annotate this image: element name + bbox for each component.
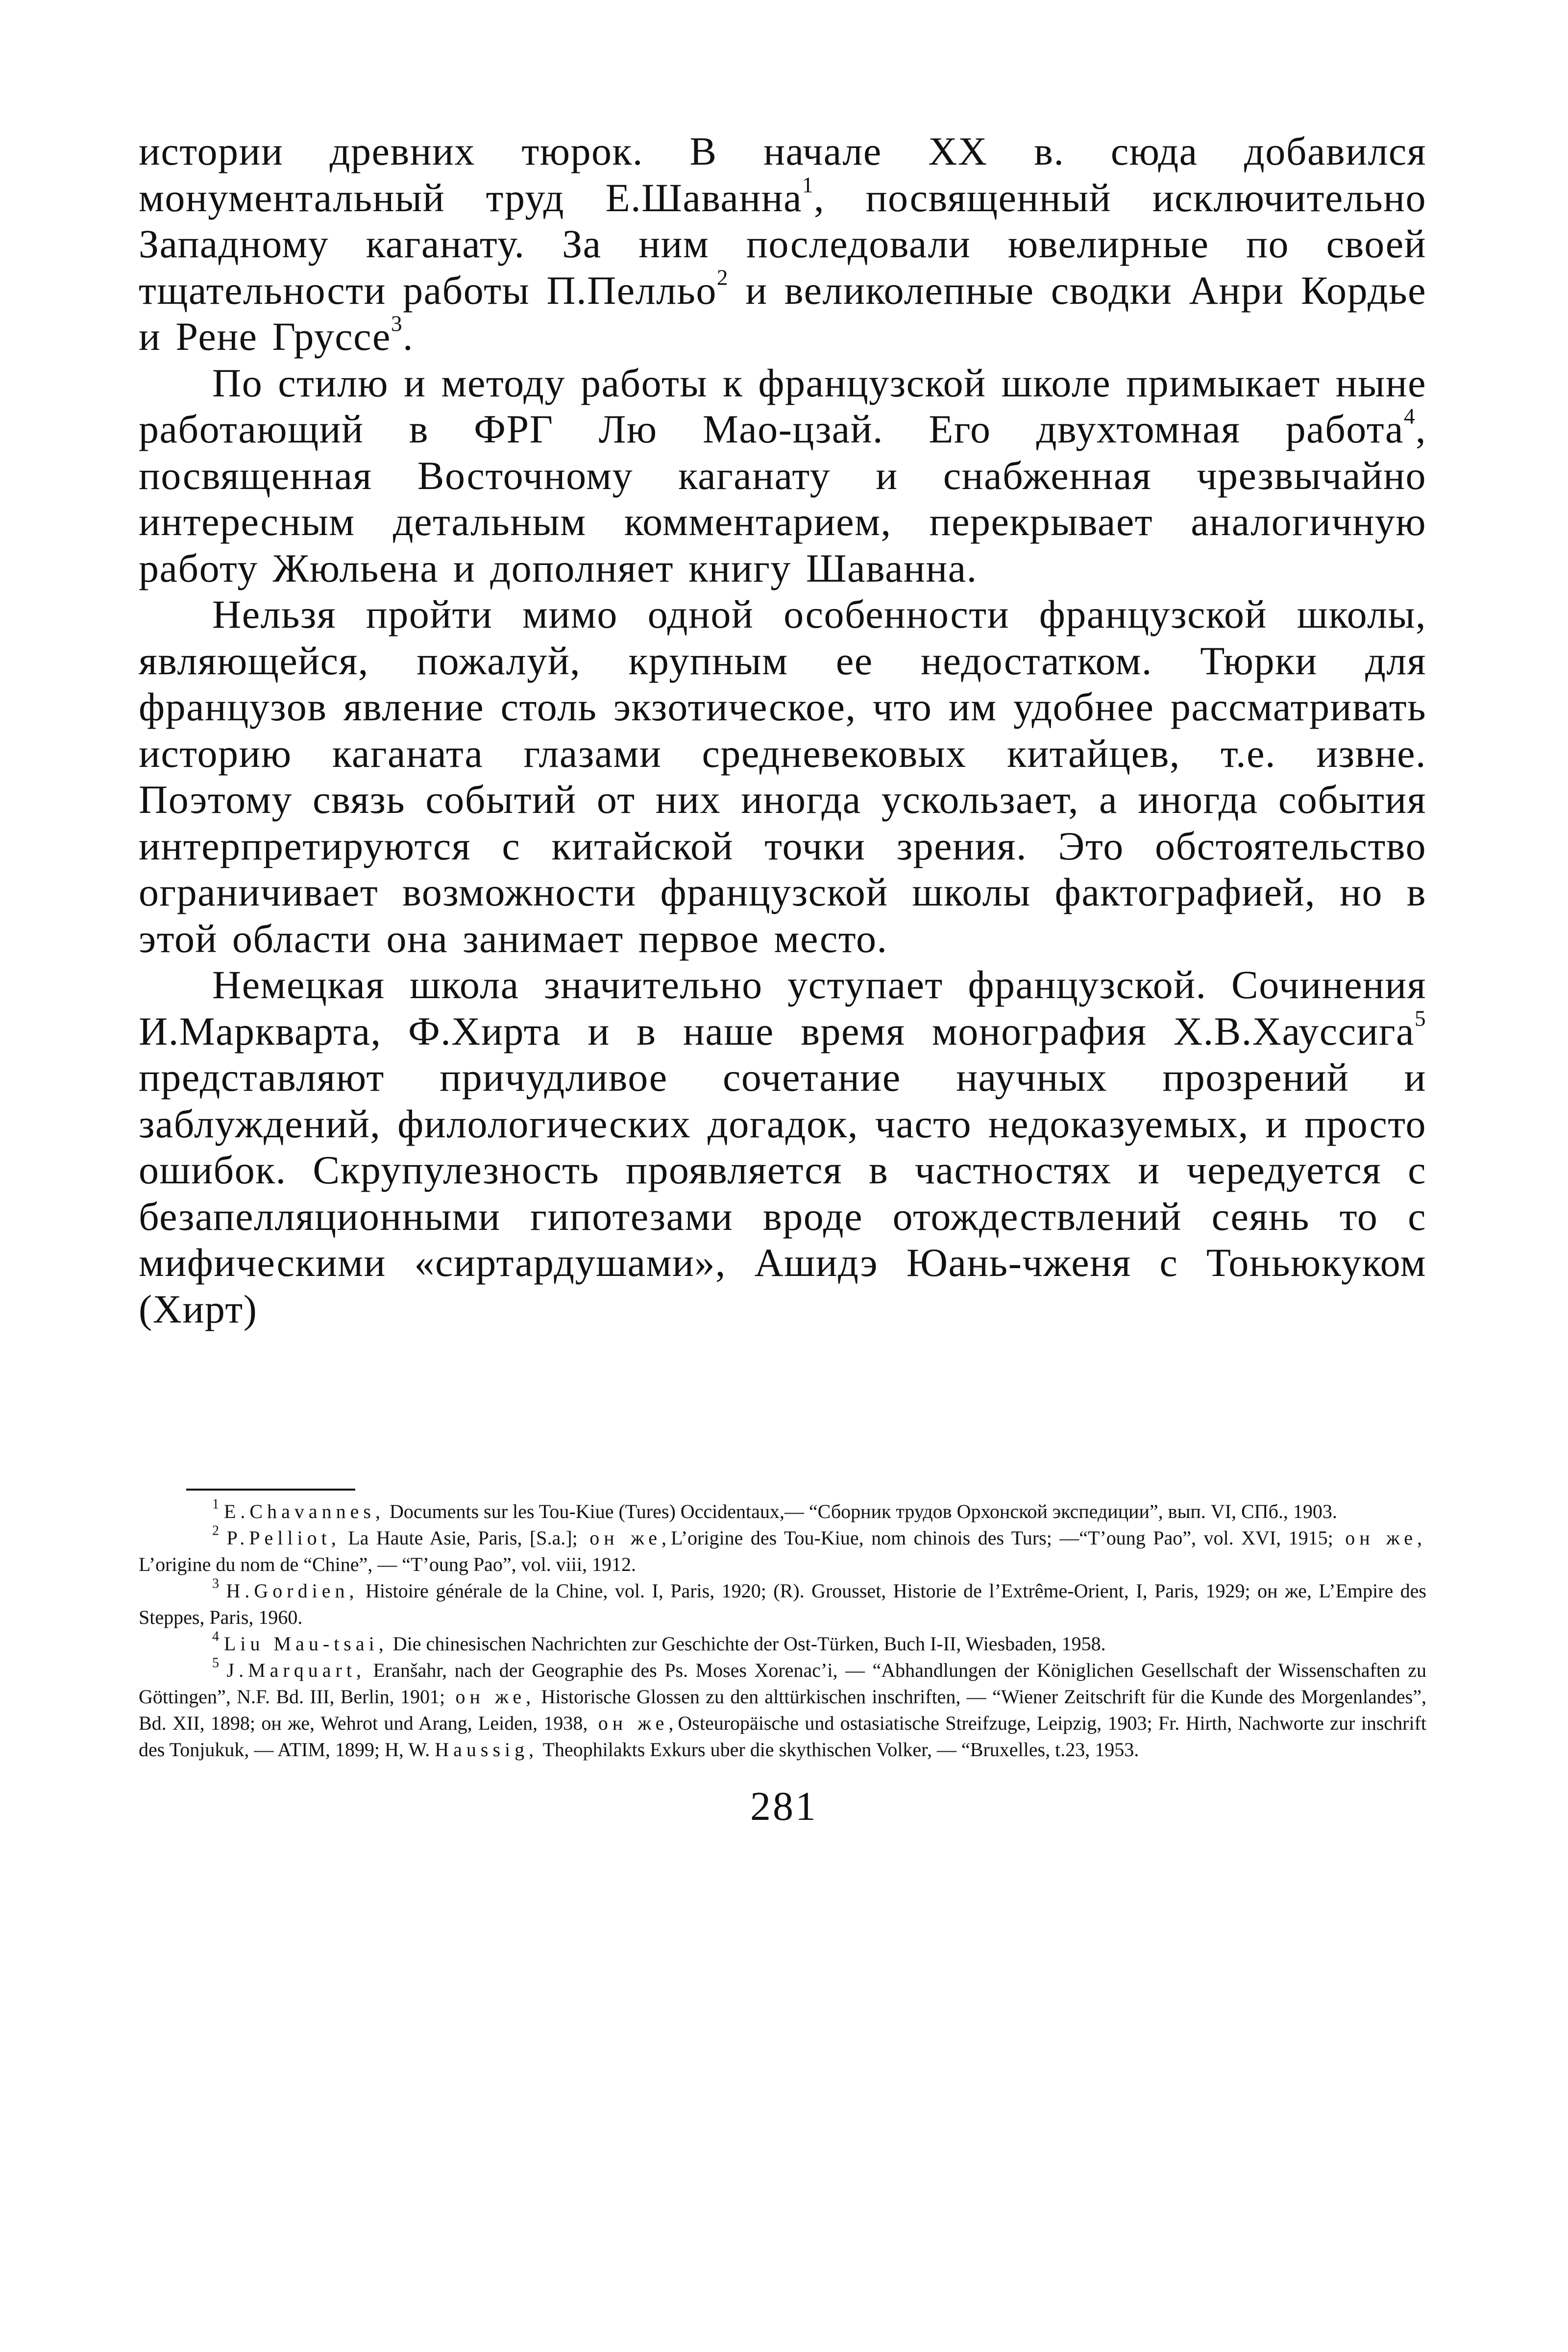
- footnote-number: 3: [212, 1576, 219, 1592]
- main-text: [139, 128, 1426, 1332]
- footnote-ref-3: 3: [391, 311, 403, 336]
- footnote-text: Theophilakts Exkurs uber die skythischen Volker, — “Bruxelles, t.23, 1953.: [538, 1739, 1139, 1761]
- paragraph-1: [139, 128, 1426, 360]
- footnote-author: P.Pelliot,: [226, 1527, 341, 1549]
- footnote-text: L’origine des Tou-Kiue, nom chinois des Turs; —“T’oung Pao”, vol. XVI, 1915;: [670, 1527, 1333, 1549]
- footnote-text: Historische Glossen zu den alttürkischen inschriften, — “Wiener Zeitschrift für die Kunde des Morgenlandes”, Bd. XII, 1898; он же, Wehrot und Arang, Leiden, 1938,: [139, 1686, 1426, 1734]
- footnote-3: [139, 1578, 1426, 1631]
- paragraph-text: представляют причудливое сочетание научных прозрений и заблуждений, филологических догадок, часто недоказуемых, и просто ошибок. Скрупулезность проявляется в частностях и чередуется с безапелляционными гипотезами вроде отождествлений сеянь то с мифическими «сиртардушами», Ашидэ Юань-чженя с Тоньюкуком (Хирт): [139, 1055, 1426, 1331]
- footnote-ibid: он же,: [445, 1686, 536, 1708]
- paragraph-text: Немецкая школа значительно уступает французской. Сочинения И.Маркварта, Ф.Хирта и в наше время монография Х.В.Хауссига: [139, 962, 1426, 1054]
- paragraph-2: [139, 360, 1426, 592]
- paragraph-text: истории древних тюрок. В начале XX в. сюда добавился монументальный труд Е.Шаванна: [139, 129, 1426, 220]
- footnote-4: [139, 1631, 1426, 1657]
- footnote-text: La Haute Asie, Paris, [S.a.];: [340, 1527, 578, 1549]
- footnote-text: Documents sur les Tou-Kiue (Tures) Occidentaux,— “Сборник трудов Орхонской экспедиции”, вып. VI, СПб., 1903.: [384, 1500, 1337, 1522]
- footnote-text: Histoire générale de la Chine, vol. I, Paris, 1920; (R). Grousset, Historie de l’Extrême-Orient, I, Paris, 1929; он же, L’Empire des Steppes, Paris, 1960.: [139, 1580, 1426, 1628]
- footnote-text: Osteuropäische und ostasiatische Streifzuge, Leipzig, 1903; Fr. Hirth, Nachworte zur inschrift des Tonjukuk, — ATIM, 1899; H, W.: [139, 1712, 1427, 1761]
- footnote-text: Eranšahr, nach der Geographie des Ps. Moses Xorenac’i, — “Abhandlungen der Königlichen Gesellschaft der Wissenschaften zu Göttingen”, N.F. Bd. III, Berlin, 1901;: [139, 1659, 1427, 1708]
- page-number: 281: [750, 1784, 818, 1829]
- footnote-number: 1: [212, 1496, 219, 1512]
- footnote-1: [139, 1498, 1426, 1525]
- footnote-ref-5: 5: [1414, 1006, 1426, 1031]
- footnote-text: L’origine du nom de “Chine”, — “T’oung Pao”, vol. viii, 1912.: [139, 1553, 637, 1575]
- footnote-5: [139, 1657, 1426, 1763]
- footnote-number: 2: [212, 1523, 219, 1539]
- footnote-ref-1: 1: [802, 172, 814, 197]
- footnote-author: H.Gordien,: [226, 1580, 359, 1602]
- paragraph-text: Нельзя пройти мимо одной особенности французской школы, являющейся, пожалуй, крупным ее недостатком. Тюрки для французов явление столь экзотическое, что им удобнее рассматривать историю каганата глазами средневековых китайцев, т.е. извне. Поэтому связь событий от них иногда ускользает, а иногда события интерпретируются с китайской точки зрения. Это обстоятельство ограничивает возможности французской школы фактографией, но в этой области она занимает первое место.: [139, 592, 1426, 961]
- footnote-author: E.Chavannes,: [224, 1500, 385, 1522]
- footnote-text: Die chinesischen Nachrichten zur Geschichte der Ost-Türken, Buch I-II, Wiesbaden, 1958.: [388, 1633, 1106, 1655]
- footnote-ibid: он же,: [577, 1527, 671, 1549]
- footnote-ibid: он же,: [1333, 1527, 1427, 1549]
- footnote-author: Liu Mau-tsai,: [224, 1633, 388, 1655]
- paragraph-3: [139, 591, 1426, 962]
- footnotes: [139, 1498, 1426, 1763]
- footnote-separator: [186, 1489, 355, 1491]
- paragraph-text: , посвященный исключительно Западному каганату. За ним последовали ювелирные по своей тщательности работы П.Пелльо: [139, 175, 1426, 313]
- footnote-number: 5: [212, 1655, 219, 1671]
- footnote-2: [139, 1525, 1426, 1578]
- paragraph-text: По стилю и методу работы к французской школе примыкает ныне работающий в ФРГ Лю Мао-цзай. Его двухтомная работа: [139, 360, 1426, 451]
- paragraph-text: , посвященная Восточному каганату и снабженная чрезвычайно интересным детальным комментарием, перекрывает аналогичную работу Жюльена и дополняет книгу Шаванна.: [139, 407, 1426, 590]
- paragraph-text: и великолепные сводки Анри Кордье и Рене Груссе: [139, 268, 1426, 359]
- footnote-author: Haussig,: [435, 1739, 539, 1761]
- paragraph-4: [139, 962, 1426, 1332]
- footnote-ref-4: 4: [1403, 404, 1416, 429]
- footnote-ref-2: 2: [716, 265, 729, 290]
- footnote-author: J.Marquart,: [226, 1659, 366, 1681]
- footnote-number: 4: [212, 1629, 219, 1644]
- footnote-ibid: он же,: [588, 1712, 678, 1734]
- paragraph-text: .: [402, 314, 414, 359]
